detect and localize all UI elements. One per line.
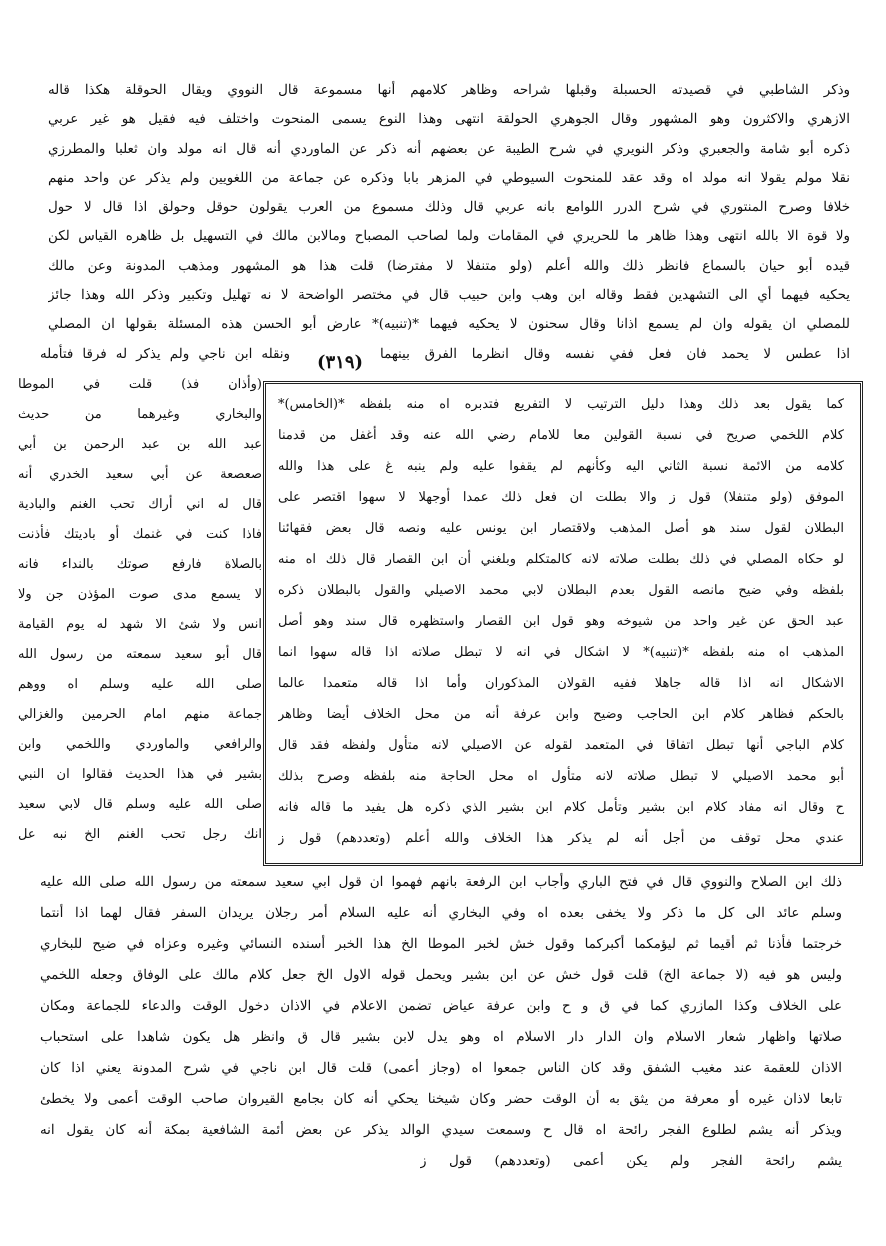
text-line: يشم رائحة الفجر ولم يكن أعمى (وتعددهم) قول ز bbox=[420, 1154, 842, 1169]
text-line: ح وقال انه مفاد كلام ابن بشير وتأمل كلام ابن بشير الذي ذكره هل يفيد ما قاله فانه bbox=[278, 800, 844, 815]
text-line: الازهري والاكثرون وهو المشهور وقال الجوهري الحولقة انتهى وهذا النوع يسمى المنحوت واختلف فيه فقيل هو غير عربي bbox=[48, 112, 850, 127]
text-line: على الخلاف وكذا المازري كما في ق و ح وابن عرفة عياض تضمن الاعلام في الاذان دخول الوقت والدعاء للجماعة ومكان bbox=[40, 999, 842, 1014]
text-line: بلفظه وفي ضيح مانصه القول بعدم البطلان لابي محمد الاصيلي والقول بالبطلان ذكره bbox=[278, 583, 844, 598]
text-line: جماعة منهم امام الحرمين والغزالي bbox=[18, 707, 262, 722]
text-line: صلى الله عليه وسلم اه ووهم bbox=[18, 677, 262, 692]
text-line: فاذا كنت في غنمك أو باديتك فأذنت bbox=[18, 527, 262, 542]
text-line: وذكر الشاطبي في قصيدته الحسبلة وقبلها شراحه وظاهر كلامهم أنها مسموعة قال النووي ويقال الحوقلة هكذا قاله bbox=[48, 83, 850, 98]
text-line: قال له اني أراك تحب الغنم والبادية bbox=[18, 497, 262, 512]
text-line: للمصلي ان يقوله وان لم يسمع اذانا وقال سحنون لا يحكيه فيهما *(تنبيه)* عارض أبو الحسن هذه المسئلة بقولها ان المصلي bbox=[48, 317, 850, 332]
text-line: لو حكاه المصلي في ذلك بطلت صلاته لانه كالمتكلم وبلغني أن ابن القصار قال ذلك اه منه bbox=[278, 552, 844, 567]
text-line: كما يقول بعد ذلك وهذا دليل الترتيب لا التفريع فتدبره اه منه بلفظه *(الخامس)* bbox=[278, 397, 844, 412]
marginal-commentary-box bbox=[263, 381, 863, 866]
text-line: أبو محمد الاصيلي لا تبطل صلاته لانه متأول اه محل الحاجة منه بلفظه وصرح بذلك bbox=[278, 769, 844, 784]
text-line: كلامه من الائمة نسبة الثاني اليه وكأنهم لم يقفوا عليه ولم ينبه غ على هذا والله bbox=[278, 459, 844, 474]
text-line: بالصلاة فارفع صوتك بالنداء فانه bbox=[18, 557, 262, 572]
text-line: كلام اللخمي صريح في نسبة القولين معا للامام رضي الله عنه وقد أغفل من قدمنا bbox=[278, 428, 844, 443]
text-line: ونقله ابن ناجي ولم يذكر له فرقا فتأمله bbox=[40, 347, 290, 362]
text-line: الاذان للعقمة عند مغيب الشفق وقد كان الناس جمعوا اه (وجاز أعمى) قلت قال ابن ناجي في شرح المدونة يعني اذا كان bbox=[40, 1061, 842, 1076]
text-line: الموفق (ولو متنفلا) قول ز والا بطلت ان فعل ذلك عمدا أوجهلا لا سهوا اقتصر على bbox=[278, 490, 844, 505]
text-line: والبخاري وغيرهما من حديث bbox=[18, 407, 262, 422]
text-line: لا يسمع مدى صوت المؤذن جن ولا bbox=[18, 587, 262, 602]
text-line: نقلا مولم يقولا انه مولد اه وقد عقد للمنحوت السيوطي في المزهر بابا وذكره عن جماعة من اللغويين ولم يذكر عن واحد منهم bbox=[48, 171, 850, 186]
text-line: اذا عطس لا يحمد فان فعل ففي نفسه وقال انظرما الفرق بينهما bbox=[380, 347, 850, 362]
page-number: (٣١٩) bbox=[316, 352, 364, 373]
text-line: ولا قوة الا بالله انتهى وهذا ظاهر ما للحريري في المقامات ولما لصاحب المصباح ومالابن مالك في التسهيل بل ظاهره القياس لكن bbox=[48, 229, 850, 244]
text-line: عبد الله بن عبد الرحمن بن أبي bbox=[18, 437, 262, 452]
text-line: الاشكال انه اذا قاله جاهلا ففيه القولان المذكوران وأما اذا قاله متعمدا عالما bbox=[278, 676, 844, 691]
text-line: يحكيه فيهما أي الى التشهدين فقط وقاله ابن وهب وابن حبيب قال في مختصر الواضحة لا نه تهليل وتكبير وذكر الله وهذا جائز bbox=[48, 288, 850, 303]
text-line: (وأذان فذ) قلت في الموطا bbox=[18, 377, 262, 392]
text-line: قال أبو سعيد سمعته من رسول الله bbox=[18, 647, 262, 662]
text-line: كلام الباجي أنها تبطل اتفاقا في المتعمد لقوله عن الاصيلي لانه متأول ولفظه فقد قال bbox=[278, 738, 844, 753]
text-line: صلى الله عليه وسلم قال لابي سعيد bbox=[18, 797, 262, 812]
text-line: انس ولا شئ الا شهد له يوم القيامة bbox=[18, 617, 262, 632]
text-line: والرافعي والماوردي واللخمي وابن bbox=[18, 737, 262, 752]
text-line: خلافا وصرح المنتوري في شرح الدرر اللوامع بانه عربي قال وذلك مسموع من العرب يقولون حوقل وحولق اذا قال لا حول bbox=[48, 200, 850, 215]
text-line: صلاتها واظهار شعار الاسلام وان الدار دار الاسلام اه وهو يدل لابن بشير قال ق وانظر هل يكون شاهدا على استحباب bbox=[40, 1030, 842, 1045]
text-line: ذلك ابن الصلاح والنووي قال في فتح الباري وأجاب ابن الرفعة بانهم فهموا ان قول ابي سعيد سمعته من رسول الله صلى الله عليه bbox=[40, 875, 842, 890]
text-line: تابعا لاذان غيره أو معرفة من يثق به أن الوقت حضر وكان شيخنا يحكي أنه كان بجامع القيروان صاحب الوقت أعمى ولا يخطئ bbox=[40, 1092, 842, 1107]
page-number-value: ٣١٩ bbox=[325, 352, 355, 373]
text-line: ذكره أبو شامة والجعبري وذكر النويري في شرح الطيبة عن بعضهم أنه ذكر عن الماوردي أنه قال انه مولد وان ثعلبا والمطرزي bbox=[48, 142, 850, 157]
text-line: عبد الحق عن غير واحد من شيوخه وهو قول ابن القصار واستظهره قال سند وهو أصل bbox=[278, 614, 844, 629]
text-line: عندي محل توقف من أجل أنه لم يذكر هذا الخلاف والله أعلم (وتعددهم) قول ز bbox=[278, 831, 844, 846]
text-line: المذهب اه منه بلفظه *(تنبيه)* لا اشكال في انه لا تبطل صلاته اذا قاله سهوا انما bbox=[278, 645, 844, 660]
text-line: صعصعة عن أبي سعيد الخدري أنه bbox=[18, 467, 262, 482]
text-line: بالحكم فظاهر كلام ابن الحاجب وضيح وابن عرفة أنه من محل الخلاف أيضا وظاهر bbox=[278, 707, 844, 722]
text-line: بشير في هذا الحديث فقالوا ان النبي bbox=[18, 767, 262, 782]
text-line: البطلان لقول سند هو أصل المذهب ولاقتصار ابن يونس عليه ونصه قال بعض فقهائنا bbox=[278, 521, 844, 536]
text-line: وليس هو فيه (لا جماعة الخ) قلت قول خش عن ابن بشير ويحمل قوله الاول الخ جعل كلام مالك على الوفاق وجعله اللخمي bbox=[40, 968, 842, 983]
text-line: قيده أبو حيان بالسماع فانظر ذلك والله أعلم (ولو متنفلا لا مفترضا) قلت هذا هو المشهور ومذهب المدونة وعن مالك bbox=[48, 259, 850, 274]
text-line: خرجتما فأذنا ثم أقيما ثم ليؤمكما أكبركما وقول خش لخبر الموطا الخ هذا الخبر أسنده النسائي وغيره وعزاه في ضيح للبخاري bbox=[40, 937, 842, 952]
text-line: وسلم عائد الى كل ما ذكر ولا يخفى بعده اه وفي البخاري أنه عليه السلام أمر رجلان يريدان السفر فقال لهما اذا أنتما bbox=[40, 906, 842, 921]
text-line: ويذكر أنه يشم لطلوع الفجر رائحة اه قال ح وسمعت سيدي الوالد يذكر عن بعض أئمة الشافعية بمكة أنه كان يقول انه bbox=[40, 1123, 842, 1138]
text-line: انك رجل تحب الغنم الخ نبه عل bbox=[18, 827, 262, 842]
